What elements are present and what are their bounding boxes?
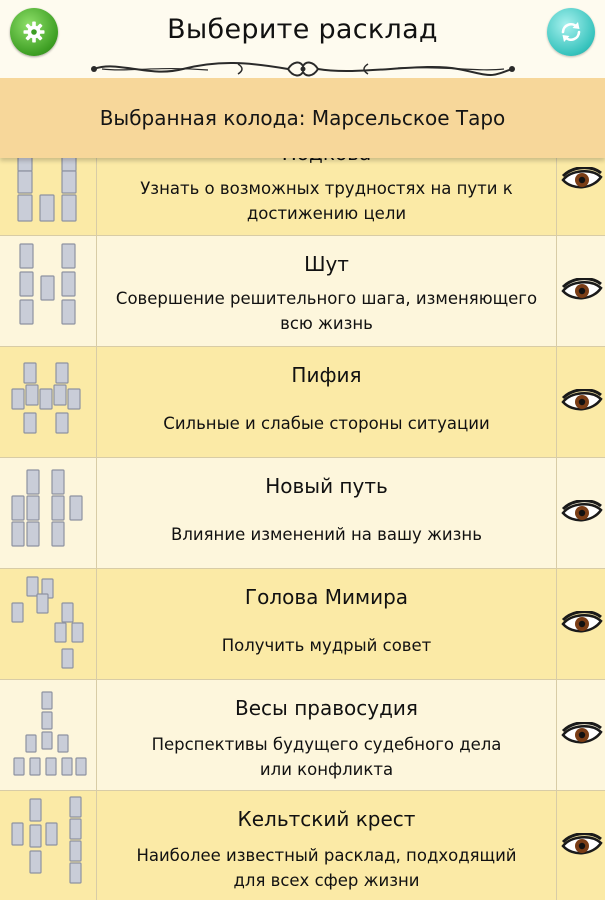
- spread-title: Шут: [304, 252, 349, 276]
- spread-title: Голова Мимира: [244, 585, 409, 609]
- page-title: Выберите расклад: [167, 14, 438, 45]
- spread-description: Наиболее известный расклад, подходящий для всех сфер жизни: [136, 846, 517, 890]
- spread-title: Новый путь: [265, 474, 388, 498]
- preview-eye-icon[interactable]: [561, 278, 603, 304]
- spread-item-new-path[interactable]: [0, 458, 605, 569]
- preview-eye-icon[interactable]: [561, 833, 603, 859]
- spread-description: Получить мудрый совет: [221, 636, 432, 655]
- spread-layout-icon: [0, 236, 96, 346]
- preview-eye-icon[interactable]: [561, 389, 603, 415]
- spread-description: Влияние изменений на вашу жизнь: [171, 525, 482, 544]
- spread-description: Совершение решительного шага, изменяющего всю жизнь: [115, 289, 538, 333]
- spread-layout-icon: [0, 458, 96, 568]
- selected-deck-banner[interactable]: [0, 78, 605, 158]
- preview-eye-icon[interactable]: [561, 722, 603, 748]
- refresh-icon: [558, 19, 584, 45]
- preview-eye-icon[interactable]: [561, 167, 603, 193]
- spread-item-fool[interactable]: [0, 236, 605, 347]
- selected-deck-label: Выбранная колода: Марсельское Таро: [99, 106, 506, 130]
- spread-layout-icon: [0, 569, 96, 679]
- spread-description: Узнать о возможных трудностях на пути к достижению цели: [140, 179, 513, 223]
- spread-description: Сильные и слабые стороны ситуации: [163, 414, 490, 433]
- spread-title: Кельтский крест: [237, 807, 416, 831]
- app-header: [0, 0, 605, 78]
- spread-description: Перспективы будущего судебного дела или конфликта: [151, 735, 502, 779]
- spread-layout-icon: [0, 791, 96, 900]
- spread-title: Весы правосудия: [235, 696, 418, 720]
- spread-item-celtic-cross[interactable]: [0, 791, 605, 900]
- header-ornament: [88, 58, 518, 80]
- spread-layout-icon: [0, 347, 96, 457]
- spread-item-scales-of-justice[interactable]: [0, 680, 605, 791]
- spread-list[interactable]: [0, 125, 605, 900]
- spread-item-mimir-head[interactable]: [0, 569, 605, 680]
- spread-item-pythia[interactable]: [0, 347, 605, 458]
- preview-eye-icon[interactable]: [561, 611, 603, 637]
- refresh-button[interactable]: [547, 8, 595, 56]
- spread-layout-icon: [0, 680, 96, 790]
- preview-eye-icon[interactable]: [561, 500, 603, 526]
- spread-title: Пифия: [291, 363, 362, 387]
